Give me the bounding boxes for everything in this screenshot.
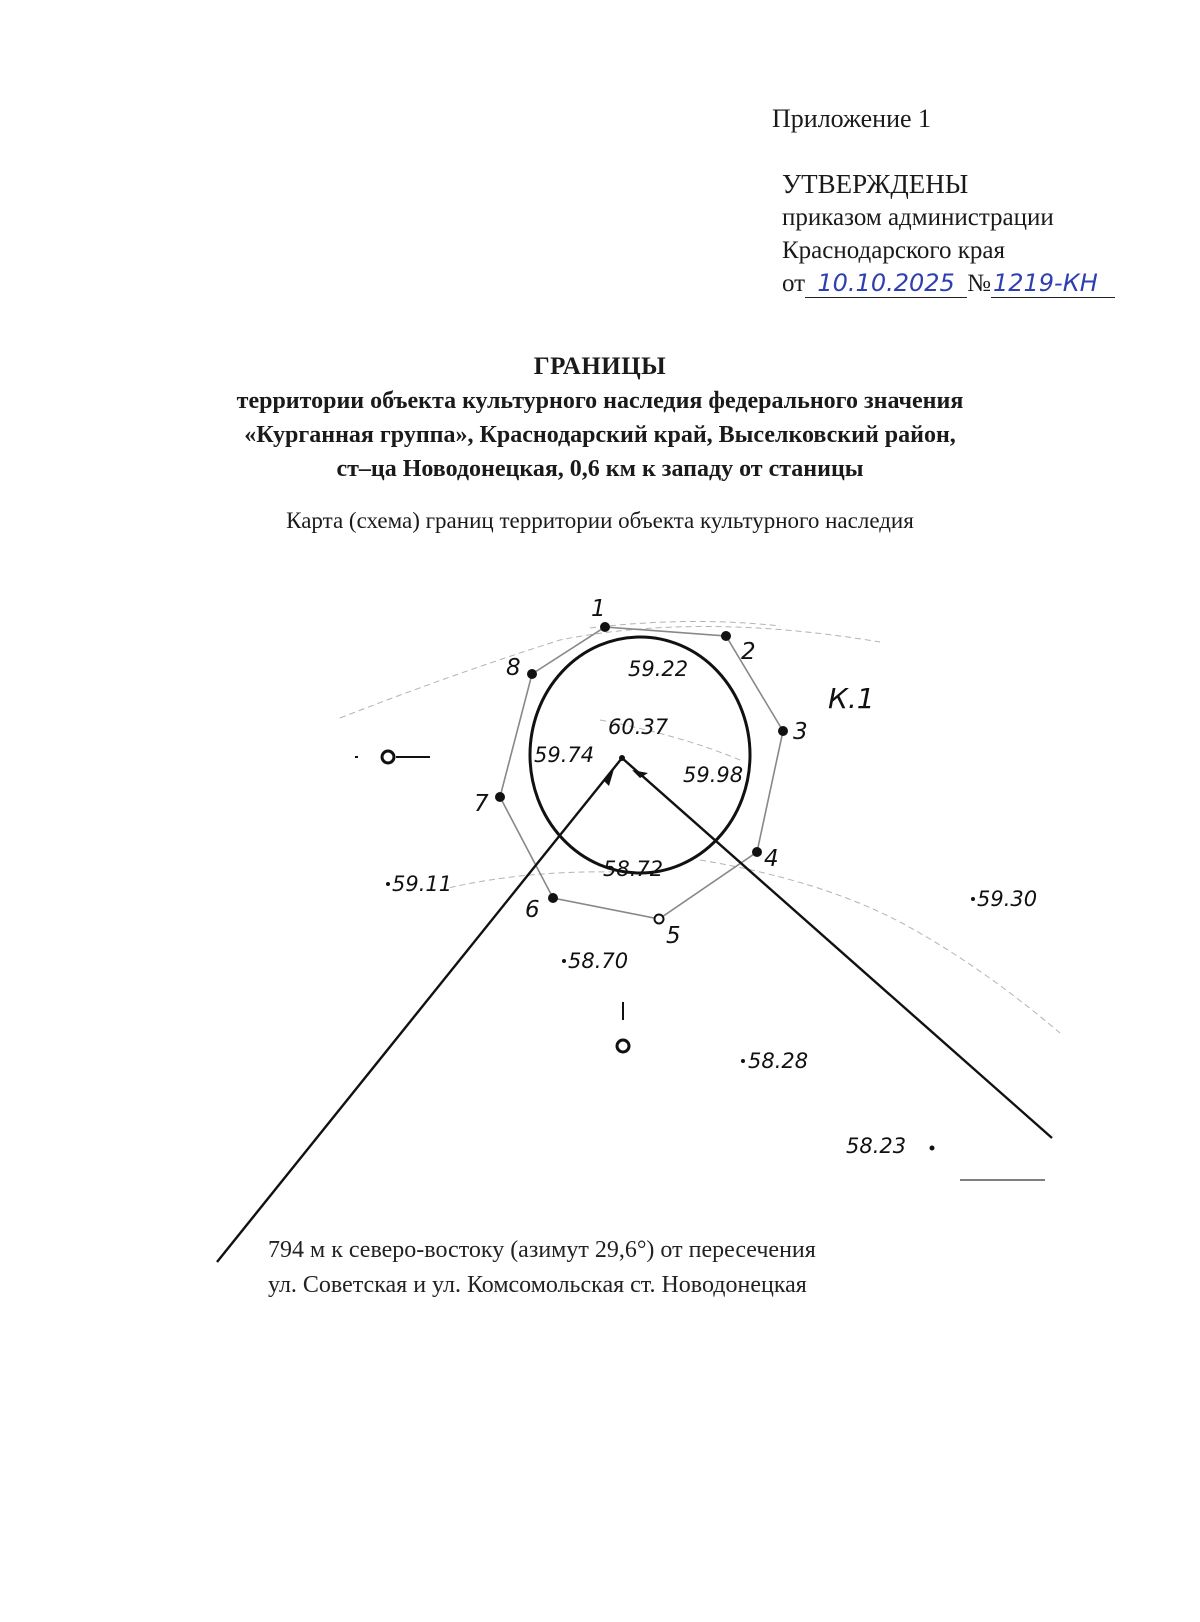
boundary-point-3 <box>778 726 788 736</box>
boundary-point-4 <box>752 847 762 857</box>
header-line-2: «Курганная группа», Краснодарский край, Выселковский район, <box>244 422 956 448</box>
elevation-dot-west <box>386 882 390 886</box>
elevation-southeast: 58.28 <box>748 1049 809 1073</box>
elevation-mound-north: 59.22 <box>628 657 689 681</box>
object-label: К.1 <box>828 682 875 715</box>
benchmark-west <box>382 751 394 763</box>
elevation-far-southeast: 58.23 <box>846 1134 907 1158</box>
elevation-dot-southeast <box>741 1059 745 1063</box>
point-label-4: 4 <box>764 846 779 872</box>
boundary-point-8 <box>527 669 537 679</box>
azimuth-line-left <box>217 758 622 1262</box>
point-label-6: 6 <box>525 897 540 923</box>
approval-line-2: Краснодарского края <box>782 237 1005 264</box>
point-label-1: 1 <box>591 596 606 622</box>
boundary-point-5 <box>655 915 664 924</box>
appendix-label: Приложение 1 <box>772 104 932 133</box>
point-label-7: 7 <box>474 791 489 817</box>
elevation-mound-west: 59.74 <box>534 743 595 767</box>
approval-number: 1219-КН <box>992 269 1098 297</box>
boundary-point-1 <box>600 622 610 632</box>
date-prefix: от <box>782 270 806 297</box>
point-label-3: 3 <box>793 719 808 745</box>
elevation-east: 59.30 <box>977 887 1038 911</box>
caption-line-2: ул. Советская и ул. Комсомольская ст. Новодонецкая <box>268 1272 807 1298</box>
number-prefix: № <box>967 270 991 297</box>
header-title: ГРАНИЦЫ <box>533 353 667 380</box>
approval-title: УТВЕРЖДЕНЫ <box>782 169 969 199</box>
elevation-west: 59.11 <box>392 872 453 896</box>
elevation-mound-top: 60.37 <box>608 715 669 739</box>
map-subtitle: Карта (схема) границ территории объекта культурного наследия <box>286 508 914 533</box>
point-label-2: 2 <box>741 639 756 665</box>
approval-line-1: приказом администрации <box>782 204 1054 231</box>
approval-date: 10.10.2025 <box>817 269 955 297</box>
elevation-mound-east: 59.98 <box>683 763 744 787</box>
elevation-mound-south: 58.72 <box>603 857 664 881</box>
boundary-point-7 <box>495 792 505 802</box>
elevation-dot-far-southeast <box>930 1146 935 1151</box>
elevation-dot-south <box>562 959 566 963</box>
point-label-5: 5 <box>666 923 681 949</box>
azimuth-vertex <box>619 755 625 761</box>
boundary-point-6 <box>548 893 558 903</box>
azimuth-line-right <box>622 758 1052 1138</box>
arrowhead-right <box>632 770 648 778</box>
caption-line-1: 794 м к северо-востоку (азимут 29,6°) от пересечения <box>268 1237 816 1263</box>
header-line-1: территории объекта культурного наследия федерального значения <box>236 388 964 414</box>
point-label-8: 8 <box>506 655 521 681</box>
boundary-point-2 <box>721 631 731 641</box>
elevation-south: 58.70 <box>568 949 629 973</box>
location-caption <box>268 1233 988 1303</box>
header-line-3: ст–ца Новодонецкая, 0,6 км к западу от станицы <box>336 456 864 482</box>
elevation-dot-east <box>971 897 975 901</box>
benchmark-south <box>617 1040 629 1052</box>
arrowhead-left <box>603 769 614 786</box>
